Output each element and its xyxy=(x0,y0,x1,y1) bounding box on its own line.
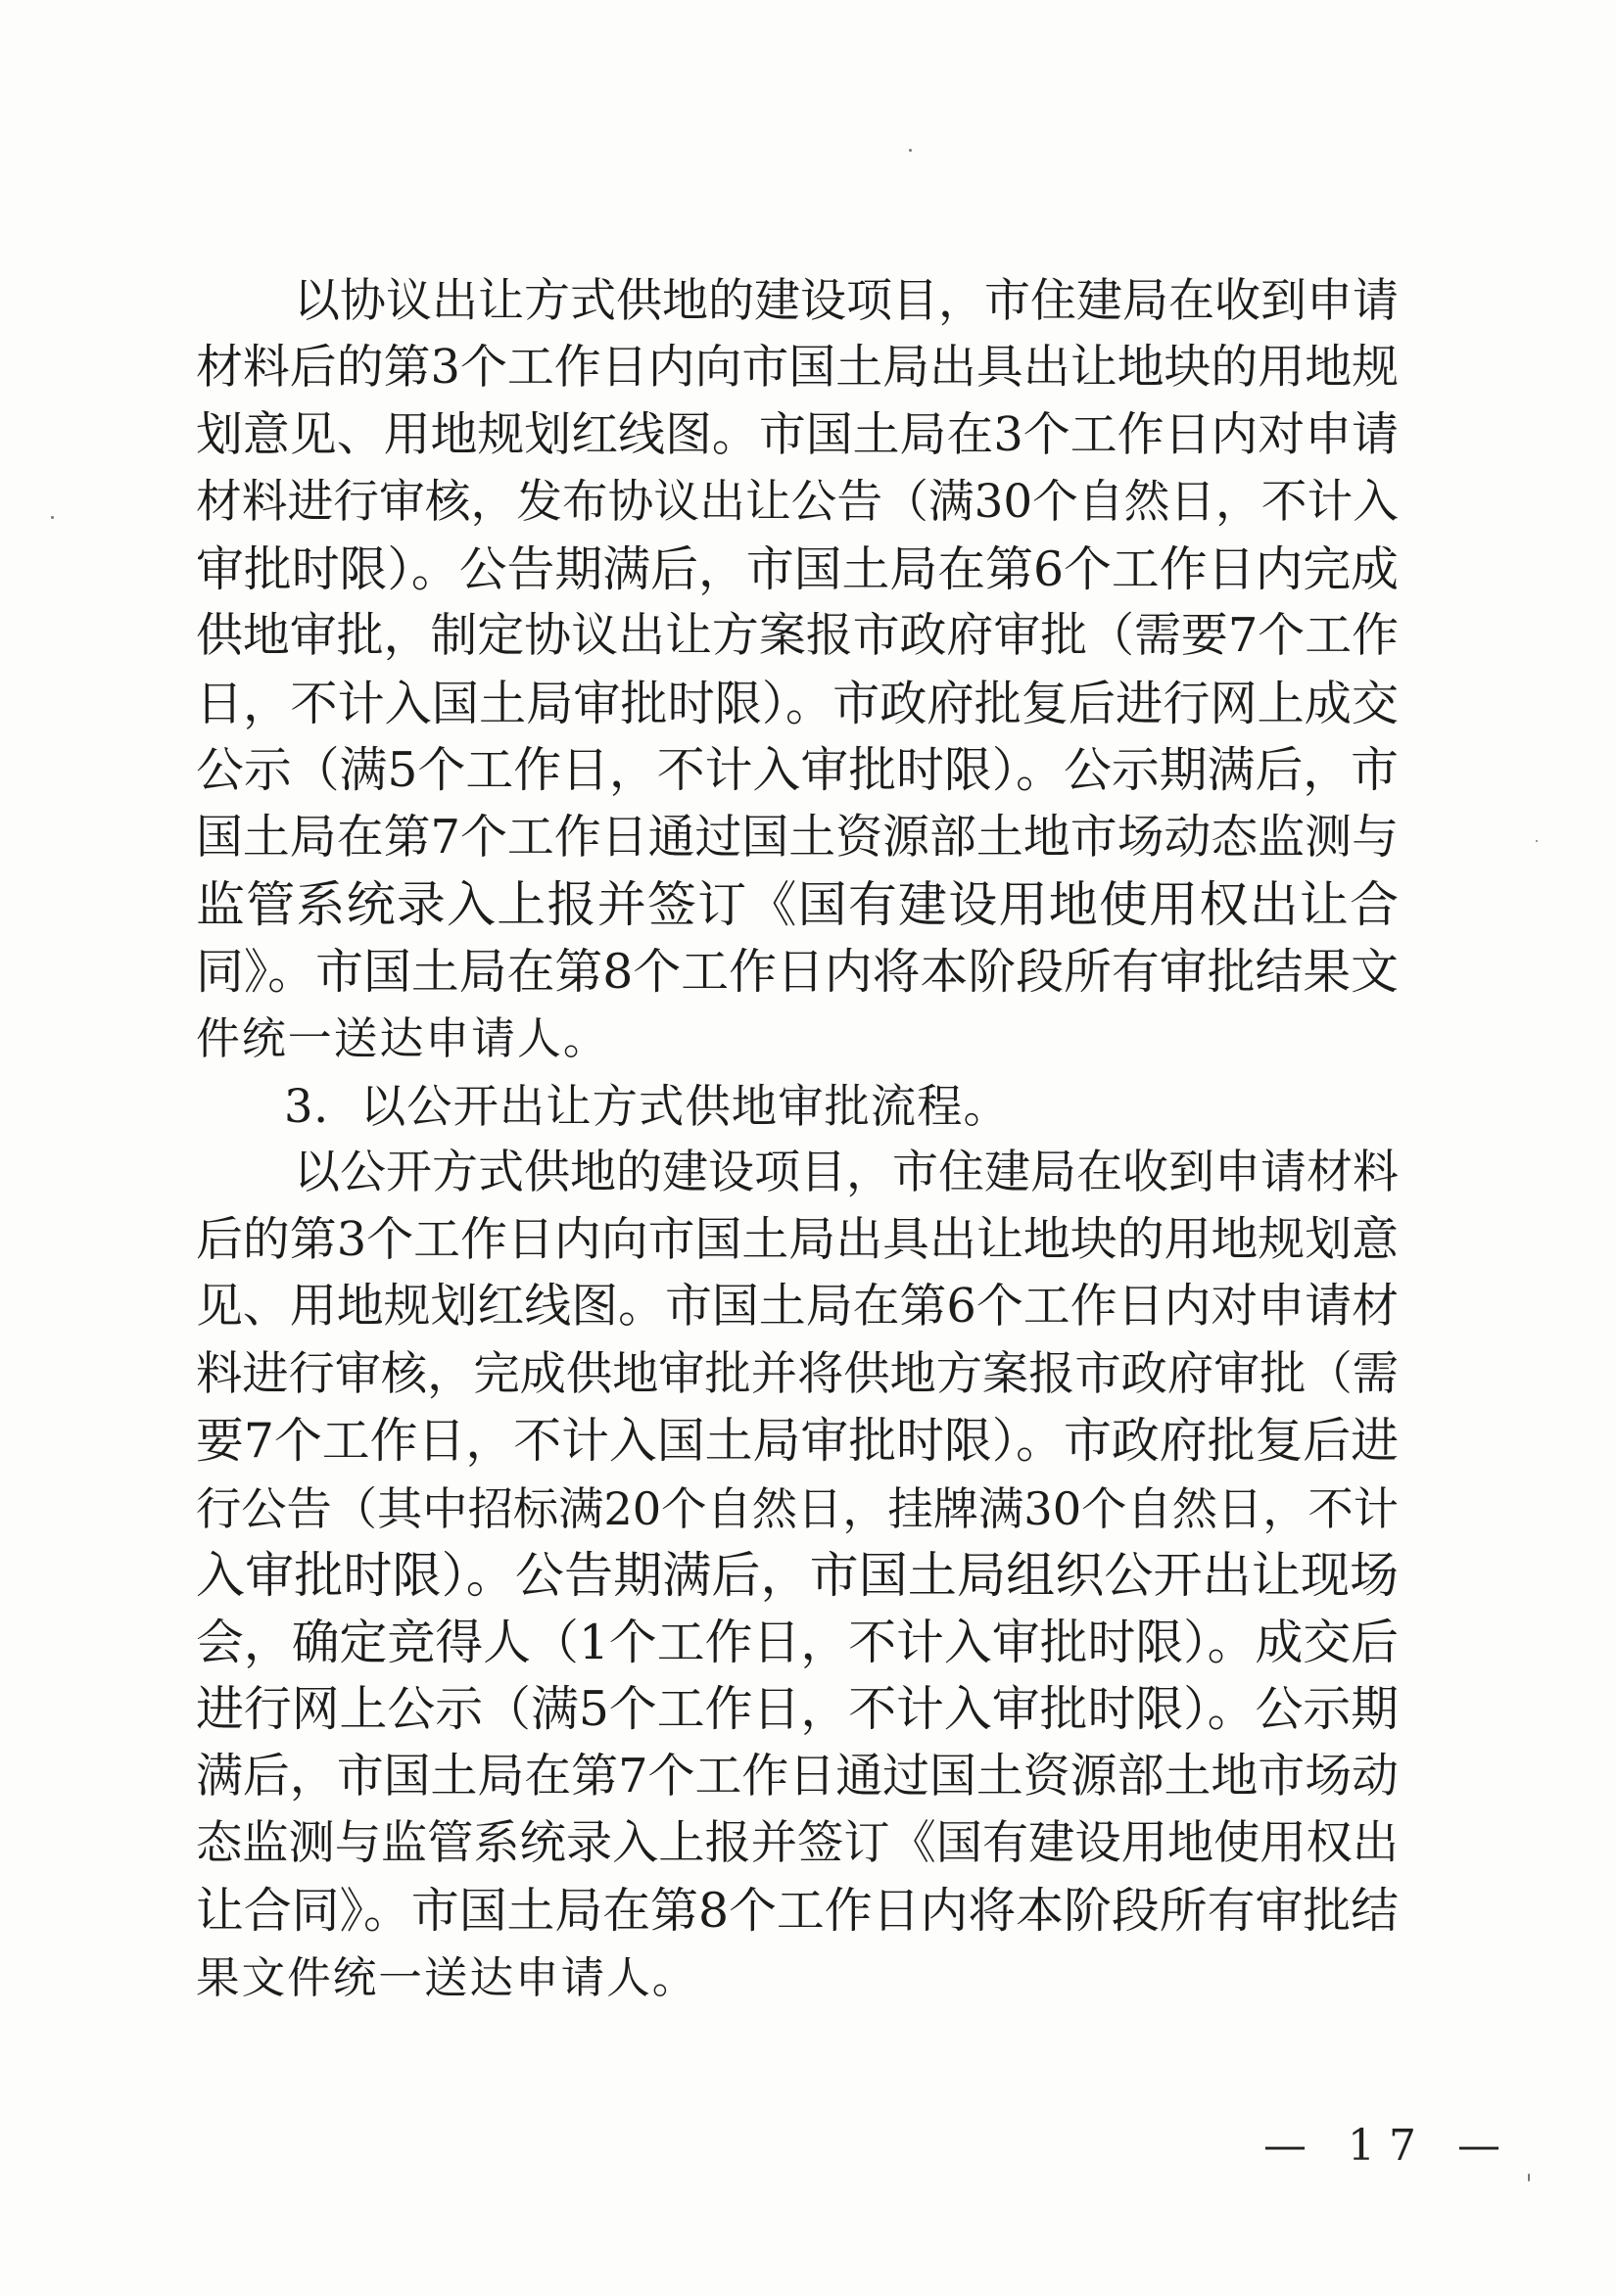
scan-speck xyxy=(909,149,912,152)
line-text: 以公开方式供地的建设项目，市住建局在收到申请材料 xyxy=(294,1146,1399,1199)
text-line xyxy=(0,1609,1616,1677)
text-line xyxy=(0,1005,1616,1073)
text-line xyxy=(0,870,1616,939)
line-text: 料进行审核，完成供地审批并将供地方案报市政府审批（需 xyxy=(196,1347,1399,1401)
line-text: 国土局在第7个工作日通过国土资源部土地市场动态监测与 xyxy=(196,811,1399,865)
line-text: 材料后的第3个工作日内向市国土局出具出让地块的用地规 xyxy=(196,341,1399,395)
line-text: 态监测与监管系统录入上报并签订《国有建设用地使用权出 xyxy=(196,1816,1399,1870)
line-text: 供地审批，制定协议出让方案报市政府审批（需要7个工作 xyxy=(196,609,1399,663)
text-line xyxy=(0,1273,1616,1341)
scan-speck xyxy=(51,516,54,519)
line-text: 3．以公开出让方式供地审批流程。 xyxy=(284,1080,1010,1133)
section-heading xyxy=(0,1072,1616,1141)
text-line xyxy=(0,1541,1616,1610)
page-number: — 17 — xyxy=(1263,2121,1514,2171)
scan-speck xyxy=(1536,840,1538,842)
line-text: 以协议出让方式供地的建设项目，市住建局在收到申请 xyxy=(294,274,1399,328)
line-text: 要7个工作日，不计入国土局审批时限）。市政府批复后进 xyxy=(196,1413,1399,1469)
text-line xyxy=(0,1743,1616,1811)
line-text: 同》。市国土局在第8个工作日内将本阶段所有审批结果文 xyxy=(196,944,1399,1000)
text-line xyxy=(0,602,1616,671)
line-text: 进行网上公示（满5个工作日，不计入审批时限）。公示期 xyxy=(196,1681,1399,1737)
line-text: 材料进行审核，发布协议出让公告（满30个自然日，不计入 xyxy=(196,476,1399,529)
line-text: 监管系统录入上报并签订《国有建设用地使用权出让合 xyxy=(196,876,1399,933)
text-line xyxy=(0,1675,1616,1744)
text-line xyxy=(0,670,1616,738)
line-text: 公示（满5个工作日，不计入审批时限）。公示期满后，市 xyxy=(196,742,1399,798)
text-line xyxy=(0,1340,1616,1409)
text-line xyxy=(0,334,1616,402)
line-text: 见、用地规划红线图。市国土局在第6个工作日内对申请材 xyxy=(196,1280,1399,1334)
line-text: 后的第3个工作日内向市国土局出具出让地块的用地规划意 xyxy=(196,1213,1399,1267)
text-line xyxy=(0,468,1616,537)
line-text: 件统一送达申请人。 xyxy=(196,1012,609,1064)
scan-speck xyxy=(1528,2174,1530,2181)
text-line xyxy=(0,1809,1616,1878)
text-line xyxy=(0,401,1616,470)
text-line xyxy=(0,536,1616,604)
line-text: 入审批时限）。公告期满后，市国土局组织公开出让现场 xyxy=(196,1547,1399,1604)
text-line xyxy=(0,1877,1616,1945)
line-text: 满后，市国土局在第7个工作日通过国土资源部土地市场动 xyxy=(196,1750,1399,1804)
line-text: 划意见、用地规划红线图。市国土局在3个工作日内对申请 xyxy=(196,408,1399,462)
line-text: 会，确定竞得人（1个工作日，不计入审批时限）。成交后 xyxy=(196,1615,1399,1670)
line-text: 审批时限）。公告期满后，市国土局在第6个工作日内完成 xyxy=(196,541,1399,597)
text-line xyxy=(0,938,1616,1007)
line-text: 让合同》。市国土局在第8个工作日内将本阶段所有审批结 xyxy=(196,1883,1399,1939)
text-line xyxy=(0,1475,1616,1543)
text-line xyxy=(0,1944,1616,2012)
text-line xyxy=(0,804,1616,872)
text-line xyxy=(0,1139,1616,1207)
text-line xyxy=(0,267,1616,336)
text-line xyxy=(0,736,1616,805)
line-text: 行公告（其中招标满20个自然日，挂牌满30个自然日，不计 xyxy=(196,1482,1399,1535)
line-text: 日，不计入国土局审批时限）。市政府批复后进行网上成交 xyxy=(196,677,1399,731)
line-text: 果文件统一送达申请人。 xyxy=(196,1952,698,2003)
text-line xyxy=(0,1407,1616,1476)
text-line xyxy=(0,1206,1616,1275)
